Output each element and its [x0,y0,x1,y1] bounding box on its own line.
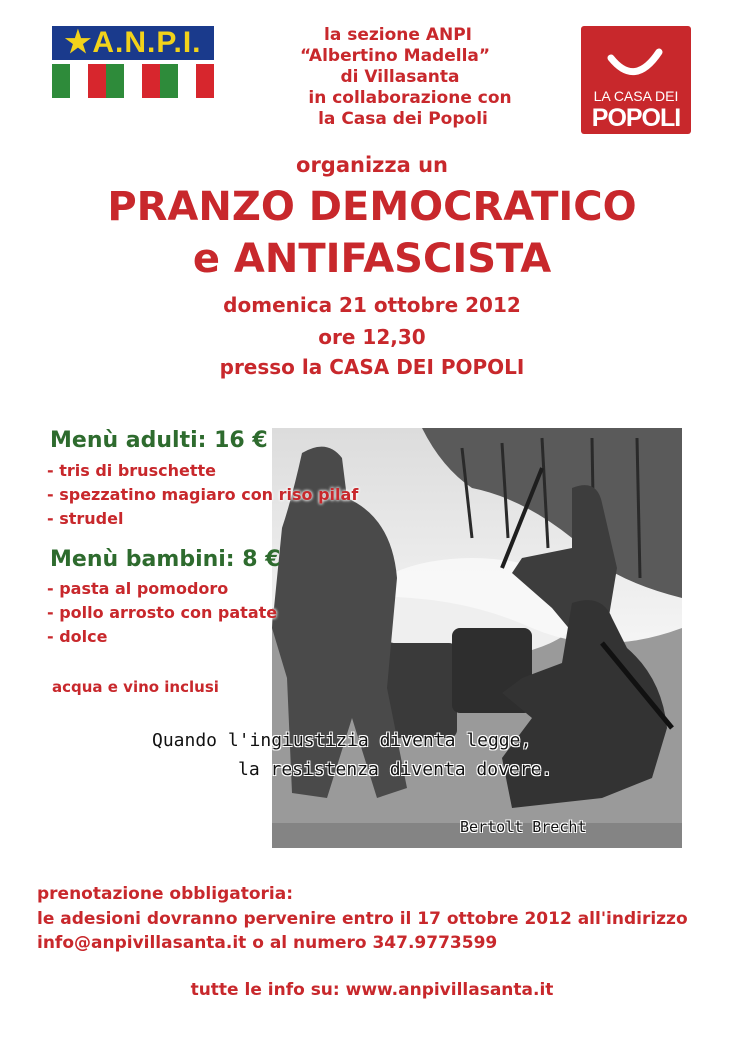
menu-children-item: - pollo arrosto con patate [47,603,278,622]
booking-line1: prenotazione obbligatoria: [37,884,294,904]
anpi-logo [52,26,214,98]
roof-arc-icon [607,44,663,84]
casa-dei-popoli-logo [581,26,691,134]
organizer-line: “Albertino Madella” [299,46,491,66]
organizer-line: la Casa dei Popoli [318,109,488,129]
casa-logo-line1: LA CASA DEI [593,88,679,104]
event-place: presso la CASA DEI POPOLI [219,355,525,379]
organizer-line: la sezione ANPI [324,25,472,45]
menu-children-title: Menù bambini: 8 € [50,547,281,572]
quote-line1: Quando l'ingiustizia diventa legge, [152,730,532,751]
info-line: tutte le info su: www.anpivillasanta.it [190,980,554,1000]
event-time: ore 12,30 [318,325,426,349]
intro-text: organizza un [296,153,448,177]
menu-adults-item: - tris di bruschette [47,461,216,480]
casa-logo-line2: POPOLI [591,104,681,132]
menu-adults-item: - spezzatino magiaro con riso pilaf [47,485,359,504]
menu-children-item: - dolce [47,627,108,646]
menu-adults-item: - strudel [47,509,124,528]
event-title-line2: e ANTIFASCISTA [192,236,552,282]
menu-children-item: - pasta al pomodoro [47,579,229,598]
italian-flag-icon [52,64,214,98]
quote-author: Bertolt Brecht [460,818,587,836]
quote-line2: la resistenza diventa dovere. [238,759,553,780]
event-title-line1: PRANZO DEMOCRATICO [107,184,637,230]
booking-line3: info@anpivillasanta.it o al numero 347.9773599 [37,933,498,953]
menu-adults-title: Menù adulti: 16 € [50,428,268,453]
organizer-line: in collaborazione con [308,88,512,108]
organizers-block [230,25,560,130]
organizer-line: di Villasanta [340,67,460,87]
anpi-logo-text: ★A.N.P.I. [64,26,202,59]
booking-line2: le adesioni dovranno pervenire entro il 17 ottobre 2012 all'indirizzo [37,909,688,929]
event-date: domenica 21 ottobre 2012 [223,293,521,317]
drinks-note: acqua e vino inclusi [52,678,219,696]
